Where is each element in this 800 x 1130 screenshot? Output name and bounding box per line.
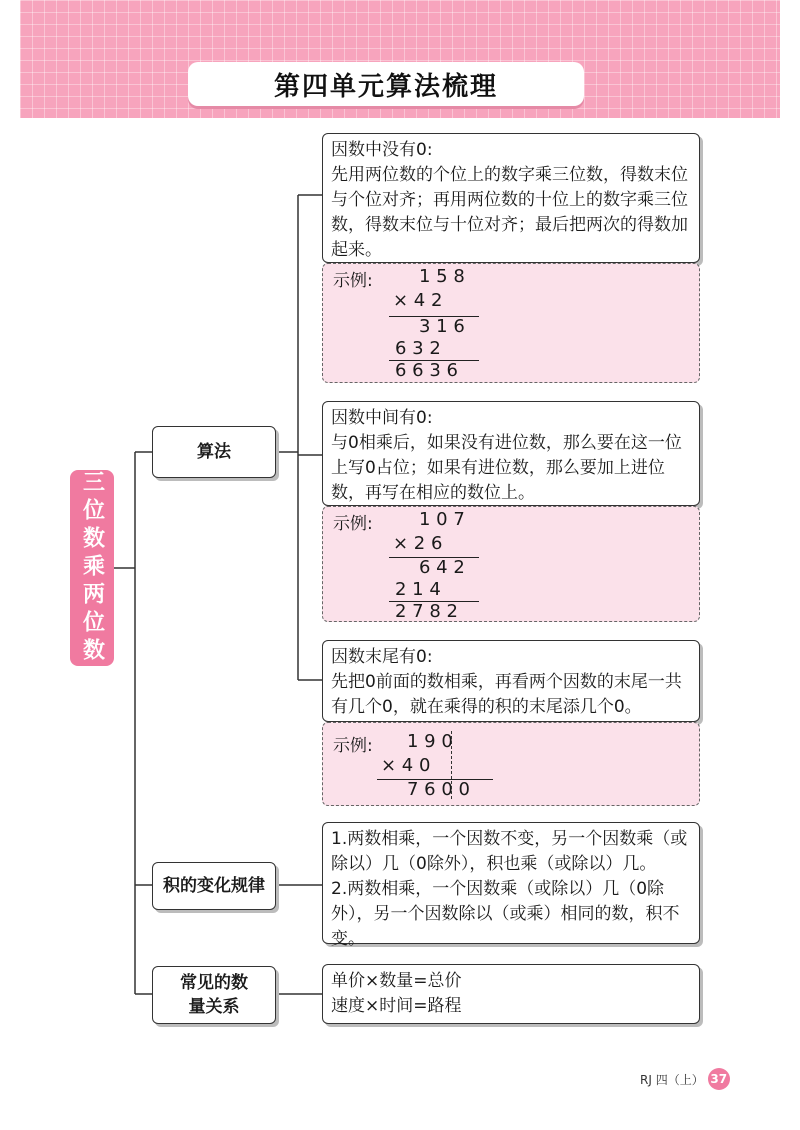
case-heading: 因数末尾有0:	[331, 647, 433, 667]
example-box	[322, 506, 700, 622]
example-row: 3 1 6	[419, 316, 465, 337]
case-text: 先用两位数的个位上的数字乘三位数，得数末位与个位对齐；再用两位数的十位上的数字乘三位数，得数末位与十位对齐；最后把两次的得数加起来。	[331, 165, 688, 260]
case-heading: 因数中间有0:	[331, 408, 433, 428]
example-row: 2 1 4	[395, 579, 441, 600]
page-footer	[640, 1069, 730, 1089]
relation-item: 速度×时间=路程	[331, 996, 462, 1016]
example-row: 1 9 0	[407, 731, 453, 752]
example-label: 示例:	[333, 271, 373, 291]
branch-relations	[152, 966, 276, 1024]
example-row: 1 0 7	[419, 509, 465, 530]
branch-relations-label: 常见的数量关系	[180, 973, 248, 1017]
case-text: 与0相乘后，如果没有进位数，那么要在这一位上写0占位；如果有进位数，那么要加上进位数，再写在相应的数位上。	[331, 433, 682, 503]
case-no-zero	[322, 133, 700, 263]
example-row: 6 4 2	[419, 557, 465, 578]
relations-box	[322, 964, 700, 1024]
case-heading: 因数中没有0:	[331, 140, 433, 160]
case-trailing-zero	[322, 640, 700, 722]
product-rule-box	[322, 822, 700, 949]
example-label: 示例:	[333, 736, 373, 756]
edition-label: RJ 四（上）	[640, 1072, 704, 1087]
zero-divider	[451, 731, 452, 799]
page-title: 第四单元算法梳理	[273, 71, 498, 102]
rule-item: 1.两数相乘，一个因数不变，另一个因数乘（或除以）几（0除外），积也乘（或除以）几。	[331, 829, 688, 874]
example-box	[322, 263, 700, 383]
branch-product-rule	[152, 862, 276, 910]
example-label: 示例:	[333, 514, 373, 534]
example-row: 7 6 0 0	[407, 779, 470, 800]
root-topic-label: 三位数乘两位数	[79, 470, 105, 666]
case-middle-zero	[322, 401, 700, 506]
example-row: 1 5 8	[419, 266, 465, 287]
example-row: 6 3 2	[395, 338, 441, 359]
page-number: 37	[708, 1068, 730, 1090]
example-row: 6 6 3 6	[395, 360, 458, 381]
relation-item: 单价×数量=总价	[331, 971, 462, 991]
rule-item: 2.两数相乘，一个因数乘（或除以）几（0除外），另一个因数除以（或乘）相同的数，积不变。	[331, 879, 680, 949]
example-row: × 2 6	[393, 533, 443, 554]
example-row: × 4 0	[381, 755, 431, 776]
branch-algorithm-label: 算法	[197, 442, 231, 462]
example-row: 2 7 8 2	[395, 601, 458, 622]
branch-algorithm	[152, 426, 276, 478]
example-row: × 4 2	[393, 290, 443, 311]
example-box	[322, 722, 700, 806]
branch-product-rule-label: 积的变化规律	[163, 876, 265, 896]
root-topic	[70, 470, 114, 666]
case-text: 先把0前面的数相乘，再看两个因数的末尾一共有几个0，就在乘得的积的末尾添几个0。	[331, 672, 682, 717]
